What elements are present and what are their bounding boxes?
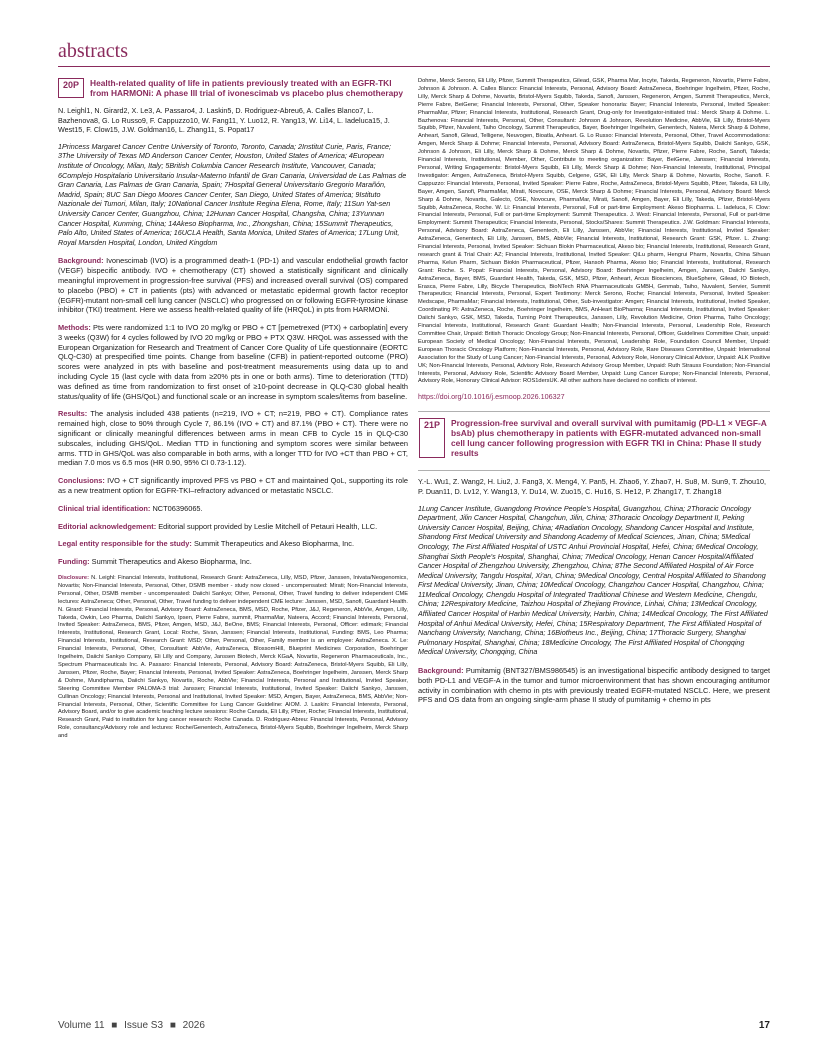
disclosure-label: Disclosure: [58,575,89,582]
legal-entity-text: Summit Therapeutics and Akeso Biopharma, Inc. [193,539,355,549]
affiliations: 1Princess Margaret Cancer Centre University of Toronto, Toronto, Canada; 2Institut Curie, Paris, France; 3The University of Texas MD Anderson Cancer Center, Houston, United States of America; 4European Institute of Oncology, Milan, Italy; 5British Columbia Cancer Research Institute, Vancouver, Canada; 6Complejo Hospitalario Universitario Insular-Materno Infantil de Gran Canaria, Universidad de Las Palmas de Gran Canaria, Las Palmas de Gran Canaria, Spain; 7Hospital General Universitario Gregorio Marañón, Madrid, Spain; 8UC San Diego Moores Cancer Center, San Diego, United States of America; 9Istituto Nazionale dei Tumori, Milan, Italy; 10National Cancer Institute Regina Elena, Rome, Italy; 11Sun Yat-sen University Cancer Center, Guangzhou, China; 12Hunan Cancer Hospital, Changsha, China; 13Yunnan Cancer Hospital, Kunming, China; 14Akeso Biopharma, Inc., Zhongshan, China; 15Summit Therapeutics, Palo Alto, United States of America; 16UCLA Health, Santa Monica, United States of America; 17Lung Unit, Royal Marsden Hospital, London, United Kingdom [58,141,407,247]
methods-text: Pts were randomized 1:1 to IVO 20 mg/kg or PBO + CT [pemetrexed (PTX) + carboplatin] every 3 weeks (Q3W) for 4 cycles followed by IVO 20 mg/kg or PBO + PTX Q3W. HRQoL was assessed with the European Organization for Research and Treatment of Cancer Core Quality of Life questionnaire (EORTC QLQ-C30) at prespecified time points. Change from baseline (CFB) in patient-reported outcome (PRO) scores were analyzed in pts with baseline and post-treatment measurements using data up to and including Cycle 15 (last cycle with data from ≥20% pts in one or both arms). Time to deterioration (TTD) was defined as time from randomization to first onset of ≥10-point decrease in QLQ-C30 global health status/quality of life (GHS/QoL) and functional scale or an increase in symptom scales/items from baseline. [58,323,408,401]
volume-info [58,1020,209,1031]
trial-id-text: NCT06396065. [152,503,203,513]
results-text: The analysis included 438 patients (n=219, IVO + CT; n=219, PBO + CT). Compliance rates remained high, close to 90% through Cycle 7, 86.1% (IVO + CT) and 87.1% (PBO + CT). There were no significant or clinically meaningful differences between arms in mean CFB to Cycle 15 in QLQ-C30 subscales, including GHS/QoL. Median TTD in functioning and symptom scores were similar between arms. TTD in GHS/QoL was also comparable in both arms, with a longer TTD for IVO +CT than PBO + CT, median 7.0 mos vs 6.5 mos (HR 0.90, 95% CI 0.73-1.12). [58,409,408,468]
legal-entity-label: Legal entity responsible for the study: [58,539,192,549]
conclusions-label: Conclusions: [58,476,105,486]
trial-id-section [58,504,408,514]
issue: Issue S3 [124,1020,164,1031]
funding-section [58,557,408,567]
methods-section [58,323,408,401]
conclusions-text: IVO + CT significantly improved PFS vs PBO + CT and maintained QoL, supporting its role as a new treatment option for EGFR-TKI–refractory advanced or metastatic NSCLC. [58,476,408,496]
results-section [58,409,408,468]
author-list: Y.-L. Wu1, Z. Wang2, H. Liu2, J. Fang3, X. Meng4, Y. Pan5, H. Zhao6, Y. Zhao7, H. Su8, M. Sun9, T. Zhou10, P. Duan11, D. Lv12, Y. Wang13, Y. Du14, W. Zuo15, C. Hu16, S. He12, P. Zhang17, T. Zhang18 [418,477,766,496]
disclosure-continued: Dohme, Merck Serono, Eli Lilly, Pfizer, Summit Therapeutics, Gilead, GSK, Pharma Mar, Incyte, Takeda, Regeneron, Novartis, Pierre Fabre, Johnson & Johnson. A. Calles Blanco: Financial Interests, Personal, Advisory Board: AstraZeneca, Boehringer Ingelheim, Pfizer, Roche, Lilly, Merck Sharp & Dohme, Novartis, Bristol-Myers Squibb, Takeda, Sanofi, Janssen, Regeneron, Amgen, Summit Therapeutics, Merck, Pierre Fabre, BeiGene; Financial Interests, Personal, Other, Speaker honoraria: Bayer; Financial Interests, Personal, Invited Speaker: PharmaMar, Pfizer; Financial Interests, Institutional, Research Grant, Drug-only for Investigator-initiated trial.: Merck Sharp & Dohme. L. Bazhenova: Financial Interests, Personal, Other, Consultant: Johnson & Johnson, Revolution Medicine, AbbVie, Eli Lilly, Bristol-Myers Squibb, Pfizer, Nuvalent, Taiho Oncology, Summit Therapeutics, Bayer, Boehringer Ingelheim, Genentech, Natera, Merck Sharp & Dohme, Anheart, Sanofi, Gilead, Telligene, Neuvogen, Bioatla, Anheart. G. Lo Russo: Financial Interests, Personal, Other, Travel Accommodations: Amgen, Merck Sharp & Dohme; Financial Interests, Personal, Advisory Board: AstraZeneca, Bristol-Myers Squibb, Daiichi Sankyo, GSK, Johnson & Johnson, Eli Lilly, Merck Sharp & Dohme, Merck Sharp & Dohme, Novartis, Pfizer, Pierre Fabre, Roche, Sanofi, Takeda; Financial Interests, Institutional, Member, Other, Contribute to meeting organization: Bayer, BeiGene, Janssen; Financial Interests, Personal, Writing Engagements: Bristol-Myers Squibb, Eli Lilly, Merck Sharp & Dohme; Non-Financial Interests, Institutional, Principal Investigator: Amgen, AstraZeneca, Bristol-Myers Squibb, Celgene, GSK, Eli Lilly, Merck Sharp & Dohme, Novartis, Roche, Sanofi. F. Cappuzzo: Financial Interests, Personal, Invited Speaker: Pierre Fabre, Roche, AstraZeneca, Bristol-Myers Squibb, Pfizer, Takeda, Eli Lilly, Bayer, Amgen, Sanofi, PharmaMar, Mirati, Novocure, OSE, Merck Sharp & Dohme; Financial Interests, Personal, Advisory Board: Merck Sharp & Dohme, Novartis, Galecto, OSE, Novocure, PharmaMar, Mirati, Sanofi, Amgen, Bayer, Eli Lilly, Takeda, Pfizer, Bristol-Myers Squibb, AstraZeneca, Roche. W. Li: Financial Interests, Personal, Full or part-time Employment: Akeso Biopharma. L. Iadeluca, F. Clow: Financial Interests, Personal, Full or part-time Employment: Summit Therapeutics. J. West: Financial Interests, Personal, Full or part-time Employment: Summit Therapeutics; Financial Interests, Personal, Stocks/Shares: Summit Therapeutics. J.W. Goldman: Financial Interests, Personal, Advisory Board: AstraZeneca, Genentech, Eli Lilly, Janssen, AbbVie; Financial Interests, Institutional, Invited Speaker: AstraZeneca, Genentech, Eli Lilly, Janssen, BMS, AbbVie; Financial Interests, Institutional, Research Grant: GSK, Pfizer. L. Zhang: Financial Interests, Personal, Invited Speaker: Sichuan Biokin Pharmaceutical, Akeso bio; Financial Interests, Institutional, Research Grant, research grant & Trial Chair: AZ; Financial Interests, Institutional, Invited Speaker: QiLu pharm, Hengrui Pharm, Novartis, China Sihuan Pharma, Kelun Pharm, Sichuan Biokin Pharmaceutical, Pfizer, Hansoh Pharma, Akeso bio; Financial Interests, Institutional, Research Grant: Roche. S. Popat: Financial Interests, Personal, Advisory Board: Boehringer Ingelheim, Amgen, Janssen, Daiichi Sankyo, AstraZeneca, Bayer, BMS, Guardant Health, Takeda, GSK, MSD, Pfizer, Anheart, Arcus Biosciences, BlueSphere, Gilead, IO Biotech, Erasca, Pierre Fabre, Lilly, Bicycle Therapeutics, BioNTech RNA Pharmaceuticals GMBH, Genmab, Taiho, Nuvalent, Servier, Summit Therapeutics; Financial Interests, Personal, Expert Testimony: Merck Serono, Roche; Financial Interests, Personal, Invited Speaker: Medscape, PharmaMar; Financial Interests, Institutional, Other, Sub-investigator: Amgen; Financial Interests, Institutional, Invited Speaker, Coordinating PI: AstraZeneca, Roche, Boehringer Ingelheim, BMS, AnHeart BioPharma; Financial Interests, Institutional, Invited Speaker: Daiichi Sankyo, GSK, MSD, Takeda, Turning Point Therapeutics, Janssen, Lilly, Revolution Medicine, Orion Pharma, Taiho Oncology; Financial Interests, Institutional, Research Grant: Guardant Health; Non-Financial Interests, Personal, Leadership Role, Research Committee Chair, Unpaid: British Thoracic Oncology Group; Non-Financial Interests, Personal, Officer, Guidelines Committee Chair, unpaid: European Society of Medical Oncology; Non-Financial Interests, Personal, Leadership Role, Foundation Council Member, Unpaid: European Thoracic Oncology Platform; Non-Financial Interests, Personal, Advisory Role, Rare Diseases Committee, Unpaid: International Association for the Study of Lung Cancer; Non-Financial Interests, Personal, Advisory Role, Honorary Clinical Advisor, Unpaid: ALK Positive UK; Non-Financial Interests, Personal, Advisory Role, Research Advisory Group Member, Unpaid: Ruth Strauss Foundation; Non-Financial Interests, Personal, Advisory Role, Scientific Advisory Board Member, Unpaid: Lung Cancer Europe; Non-Financial Interests, Personal, Advisory Role, Honorary Clinical Advisor: ROS1dersUK. All other authors have declared no conflicts of interest. [418,78,770,385]
affiliations: 1Lung Cancer Institute, Guangdong Province People's Hospital, Guangzhou, China; 2Thoracic Oncology Department, Jilin Cancer Hospital, Changchun, Jilin, China; 3Thoracic Oncology Department II, Peking University Cancer Hospital, Beijing, China; 4Radiation Oncology, Shandong Cancer Hospital and Institute, Shandong First Medical University and Shandong Academy of Medical Sciences, Jinan, China; 5Medical Oncology, The First Affiliated Hospital of USTC Anhui Provincial Hospital, Hefei, China; 6Medical Oncology, Shanghai Sixth People's Hospital, Shanghai, China; 7Medical Oncology, Henan Cancer Hospital/Affiliated Cancer Hospital of Zhengzhou University, Zhengzhou, China; 8The Second Affiliated Hospital of Air Force Medical University, Tangdu Hospital, Xi'an, China; 9Medical Oncology, Central Hospital Affiliated to Shandong First Medical University, Jinan, China; 10Medical Oncology, Changzhou Cancer Hospital, Changzhou, China; 11Medical Oncology, Chengdu Hospital of Integrated Traditional Chinese and Western Medicine, Chengdu, China; 12Respiratory Medicine, Taizhou Hospital of Zhejiang Province, Linhai, China; 13Medical Oncology, Affiliated Cancer Hospital of Harbin Medical University, Harbin, China; 14Medical Oncology, The First Affiliated Hospital of Anhui Medical University, Hefei, China; 15Respiratory Department, The First Affiliated Hospital of Nanchang University, Nanchang, China; 16Biotheus Inc., Beijing, China; 17Thoracic Surgery, Shanghai Pulmonary Hospital, Shanghai, China; 18Medicine Oncology, The First Affiliated Hospital of Chongqing Medical University, Chongqing, China [418,503,768,657]
page-number: 17 [758,1020,770,1031]
background-section [418,666,770,705]
funding-label: Funding: [58,557,90,567]
doi-link[interactable]: https://doi.org/10.1016/j.esmoop.2026.106327 [418,392,565,402]
abstract-20p-heading [58,78,408,98]
background-label: Background: [418,666,464,676]
separator-2: ■ [169,1020,176,1031]
editorial-section [58,522,408,532]
abstract-title: Progression-free survival and overall survival with pumitamig (PD-L1 × VEGF-A bsAb) plus chemotherapy in patients with EGFR-mutated advanced non-small cell lung cancer following progression with EGFR TKI in China: Phase II study results [451,418,767,459]
legal-entity-section [58,539,408,549]
funding-text: Summit Therapeutics and Akeso Biopharma, Inc. [91,557,252,567]
background-text: Pumitamig (BNT327/BMS986545) is an investigational bispecific antibody designed to target both PD-L1 and VEGF-A in the tumor and tumor microenvironment that has shown encouraging antitumor activity in combination with chemo in pts with previously treated EGFR-mutated NSCLC. Here, we present PFS and OS data from an ongoing single-arm phase II study of pumitamig + chemo in pts [418,666,770,705]
year: 2026 [182,1020,205,1031]
methods-label: Methods: [58,323,91,333]
abstract-21p-body [418,477,770,705]
page-footer [58,1020,770,1034]
abstract-id-badge: 21P [419,418,445,458]
background-text: Ivonescimab (IVO) is a programmed death-1 (PD-1) and vascular endothelial growth factor (VEGF) bispecific antibody. IVO + chemotherapy (CT) showed a statistically significant and clinically meaningful improvement in progression-free survival (PFS) and increased overall survival (OS) compared to placebo (PBO) + CT in patients (pts) with advanced or metastatic epidermal growth factor receptor (EGFR)-mutant non-small cell lung cancer (NSCLC) who progressed on or following EGFR-tyrosine kinase inhibitor (TKI) treatment. Here we assess health-related quality of life (HRQoL) in pts from HARMONi. [58,256,408,315]
right-column [418,78,770,1008]
abstract-title: Health-related quality of life in patients previously treated with an EGFR-TKI from HARMONi: A phase III trial of ivonescimab vs placebo plus chemotherapy [90,78,404,98]
results-label: Results: [58,409,88,419]
disclosure-section [58,575,408,741]
section-header: abstracts [58,40,128,62]
abstract-id-badge: 20P [58,78,84,98]
separator-1: ■ [111,1020,118,1031]
background-label: Background: [58,256,104,266]
author-list: N. Leighl1, N. Girard2, X. Le3, A. Passaro4, J. Laskin5, D. Rodriguez-Abreu6, A. Calles Blanco7, L. Bazhenova8, G. Lo Russo9, F. Cappuzzo10, W. Fang11, Y. Luo12, R. Yang13, W. Li14, L. Iadeluca15, J. West15, F. Clow15, J.W. Goldman16, L. Zhang11, S. Popat17 [58,106,390,135]
volume: Volume 11 [58,1020,105,1031]
left-column [58,78,408,1008]
trial-id-label: Clinical trial identification: [58,503,151,513]
background-section [58,256,408,315]
header-rule [58,66,770,67]
conclusions-section [58,476,408,496]
editorial-text: Editorial support provided by Leslie Mitchell of Petauri Health, LLC. [158,521,378,531]
editorial-label: Editorial acknowledgement: [58,521,157,531]
abstract-21p-box [418,411,770,471]
disclosure-text: N. Leighl: Financial Interests, Institutional, Research Grant: AstraZeneca, Lilly, MSD, Pfizer, Janssen, Inivata/Neogenomics, Novartis; Non-Financial Interests, Personal, Other, DSMB member - study now closed - uncompensated: Mirati; Non-Financial Interests, Personal, Other, DSMB member - uncompensated: Daiichi Sankyo; Other, Personal, Other, Travel funding to deliver independent CME lectures: AstraZeneca; Other, Personal, Other, Travel funding to deliver independent CME lecture: Janssen, MSD, Sanofi, Guardant Health. N. Girard: Financial Interests, Personal, Advisory Board: AstraZeneca, BMS, MSD, Roche, Pfizer, J&J, Regeneron, AbbVie, Amgen, Lilly, Takeda, Owkin, Leo Pharma, Daiichi Sankyo, Ipsen, Pierre Fabre, summit, PharmaMar, Nateera, Accord; Financial Interests, Personal, Invited Speaker: AstraZeneca, BMS, Pfizer, Amgen, MSD, J&J, BeOne, BMS; Financial Interests, Personal, Officer: edimark; Financial Interests, Institutional, Research Grant, Local: Roche, Sivan, Janssen; Financial Interests, Institutional, Funding: BMS, Leo Pharma; Financial Interests, Institutional, Research Grant: MSD; Other, Personal, Other, Family member is an employee: AstraZeneca. X. Le: Financial Interests, Personal, Other, Consultant: AbbVie, AstraZeneca, BlossomHill, Blueprint Medicines Corporation, Boehringer Ingelheim, Daiichi Sankyo Company, Eli Lilly and Company, Janssen Biotech, Merck KGaA, Novartis, Regeneron Pharmaceuticals, Inc., Spectrum Pharmaceuticals Inc. A. Passaro: Financial Interests, Personal, Advisory Board: AstraZeneca, Bristol-Myers Squibb, Eli Lilly, Janssen, Pfizer, Roche, Bayer; Financial Interests, Personal, Invited Speaker: AstraZeneca, Boehringer Ingelheim, Janssen, Merck Sharp & Dohme, Mundipharma, Daiichi Sankyo, Novartis, Roche, AbbVie; Financial Interests, Personal and Institutional, Invited Speaker, Steering Committee Member PALOMA-3 trial: Janssen; Financial Interests, Institutional, Invited Speaker: Daiichi Sankyo, Janssen, Cullinan Oncology; Financial Interests, Personal and Institutional, Invited Speaker: MSD, Amgen, Bayer, AstraZeneca, BMS, AbbVie; Non-Financial Interests, Personal, Other, Scientific Committee for Lung Cancer Guideline: AIOM. J. Laskin: Financial Interests, Personal, Advisory Board, and/or to give academic teaching lecture sessions: Roche Canada, Eli Lilly, Pfizer, Roche; Financial Interests, Institutional, Research Grant, Paid to institution for lung cancer research: Roche Canada. D. Rodriguez-Abreu: Financial Interests, Personal, Advisory Role, consultancy/Advisory role and lectures: Roche/Genentech, AstraZeneca, Bristol-Myers Squibb, Boehringer Ingelheim, Merck Sharp and [58,575,408,740]
abstract-21p-heading [419,418,769,458]
